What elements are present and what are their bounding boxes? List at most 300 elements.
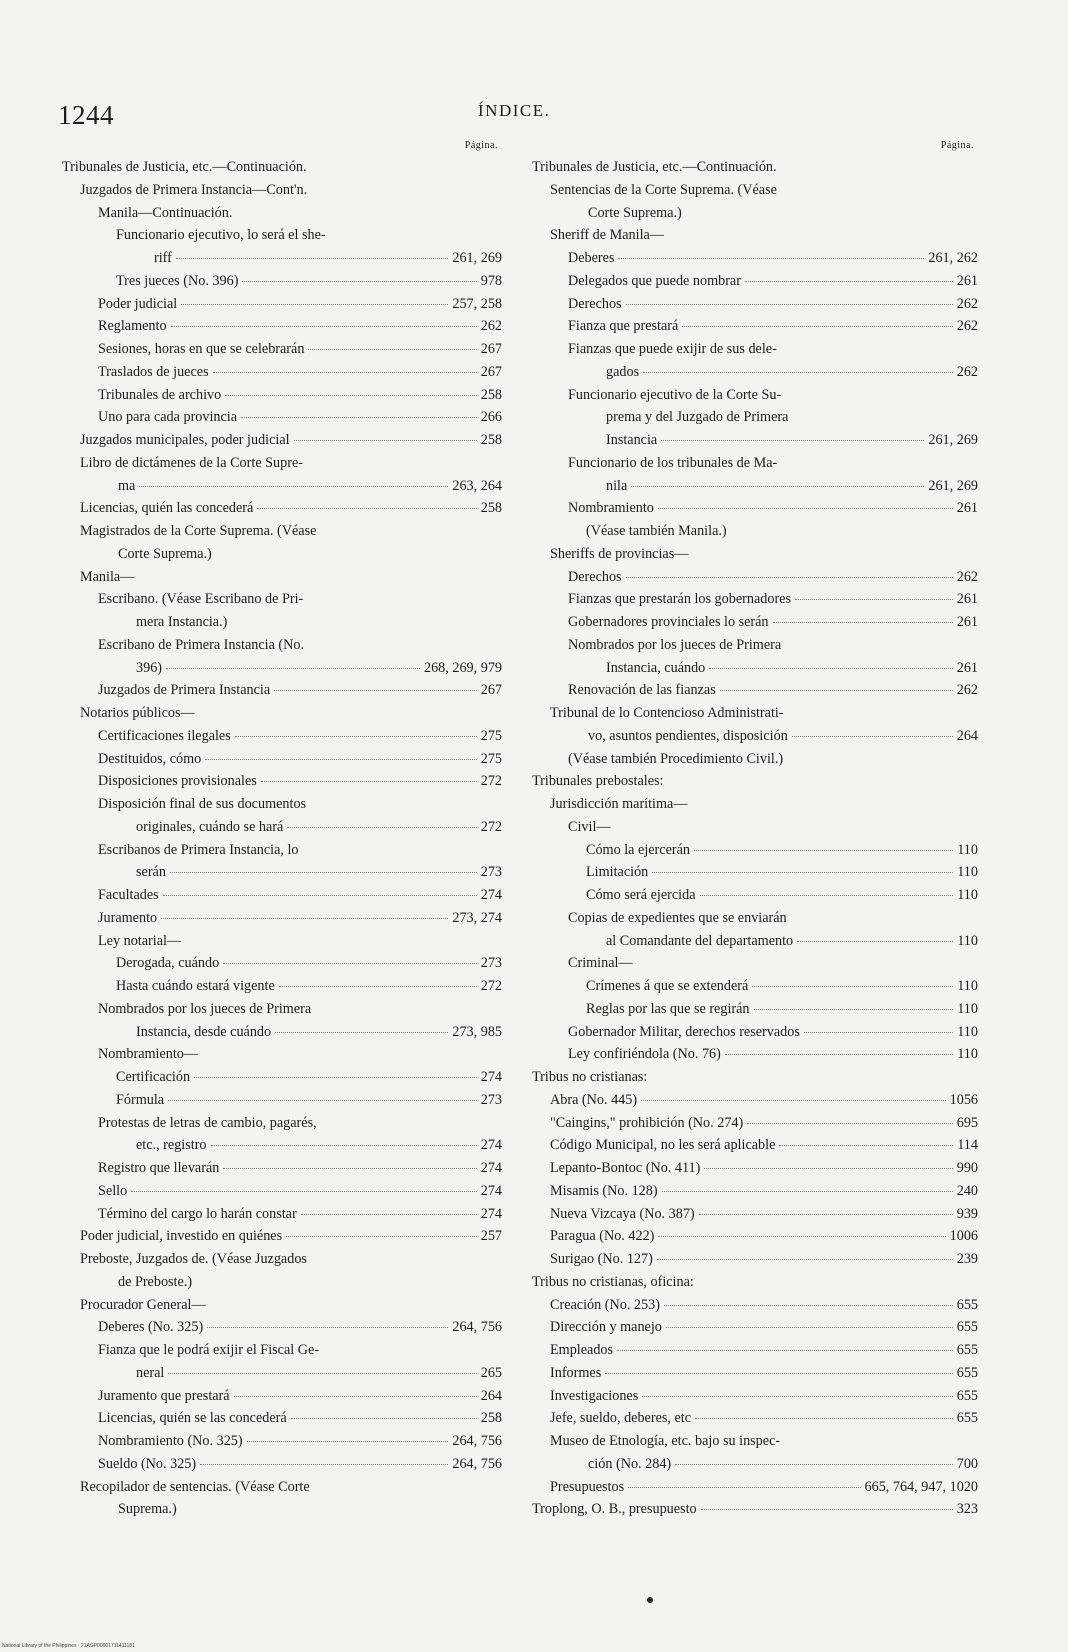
entry-text: Manila—Continuación. (98, 204, 233, 221)
dot-leader (675, 1464, 953, 1465)
entry-text: Tribunales prebostales: (532, 773, 664, 790)
page-refs: 274 (480, 887, 502, 903)
page-refs: 262 (956, 295, 978, 312)
index-entry (532, 224, 978, 247)
dot-leader (682, 326, 952, 327)
index-entry (532, 793, 978, 816)
entry-text: al Comandante del departamento (606, 932, 794, 949)
index-entry (532, 1498, 978, 1521)
dot-leader (626, 577, 953, 578)
entry-text: Fórmula (116, 1091, 165, 1108)
index-entry (62, 930, 502, 953)
index-entry (62, 452, 502, 498)
index-entry (532, 1021, 978, 1044)
entry-text: Preboste, Juzgados de. (Véase Juzgados (80, 1251, 307, 1267)
dot-leader (641, 1100, 946, 1101)
dot-leader (664, 1305, 953, 1306)
ink-dot (647, 1597, 653, 1603)
entry-text: ción (No. 284) (588, 1455, 672, 1472)
dot-leader (631, 486, 924, 487)
page-refs: 261, 269 (452, 250, 502, 266)
entry-text: Cómo será ejercida (586, 887, 696, 903)
page-refs: 268, 269, 979 (423, 659, 502, 676)
index-entry (532, 839, 978, 862)
entry-text: Abra (No. 445) (550, 1091, 638, 1108)
entry-text: prema y del Juzgado de Primera (606, 409, 789, 426)
entry-text: Paragua (No. 422) (550, 1228, 655, 1245)
index-entry (62, 1294, 502, 1317)
index-entry (532, 1362, 978, 1385)
dot-leader (168, 1100, 477, 1101)
index-entry (532, 1225, 978, 1248)
entry-text: Fianza que le podrá exijir el Fiscal Ge- (98, 1342, 320, 1358)
entry-text: Reglamento (98, 318, 167, 335)
dot-leader (642, 1396, 952, 1397)
index-entry (62, 1203, 502, 1226)
index-entry (532, 702, 978, 748)
page-refs: 114 (957, 1137, 978, 1154)
entry-text: Cómo la ejercerán (586, 841, 690, 858)
index-entry (62, 793, 502, 839)
dot-leader (223, 1168, 476, 1169)
index-entry (62, 202, 502, 225)
page-refs: 655 (956, 1296, 978, 1313)
index-entry (532, 952, 978, 975)
page-refs: 261 (956, 614, 978, 630)
page-refs: 258 (480, 1410, 502, 1427)
page-refs: 263, 264 (452, 477, 502, 494)
dot-leader (695, 1418, 953, 1419)
entry-text: Suprema.) (118, 1501, 177, 1518)
entry-text: Magistrados de la Corte Suprema. (Véase (80, 523, 317, 539)
index-entry (62, 361, 502, 384)
dot-leader (745, 281, 953, 282)
index-entry (62, 975, 502, 998)
page-refs: 264, 756 (452, 1319, 502, 1336)
dot-leader (752, 986, 953, 987)
entry-text: Copias de expedientes que se enviarán (568, 909, 787, 926)
page-refs: 273, 274 (452, 909, 502, 926)
page-refs: 110 (957, 932, 978, 949)
page-refs: 274 (480, 1160, 502, 1176)
dot-leader (628, 1487, 860, 1488)
page-refs: 258 (480, 432, 502, 448)
entry-text: neral (136, 1364, 165, 1381)
index-entry (62, 1453, 502, 1476)
index-entry (532, 156, 978, 179)
page-refs: 261 (956, 500, 978, 517)
index-entry (532, 907, 978, 953)
dot-leader (194, 1077, 477, 1078)
entry-text: Ley notarial— (98, 932, 182, 949)
dot-leader (301, 1214, 477, 1215)
index-entry (532, 315, 978, 338)
dot-leader (666, 1327, 953, 1328)
index-entry (62, 679, 502, 702)
index-entry (62, 1316, 502, 1339)
entry-text: Sueldo (No. 325) (98, 1455, 197, 1472)
index-entry (62, 1339, 502, 1385)
index-entry (532, 270, 978, 293)
page-refs: 262 (956, 318, 978, 335)
index-entry (62, 338, 502, 361)
entry-text: Protestas de letras de cambio, pagarés, (98, 1114, 317, 1131)
entry-text: Juzgados de Primera Instancia—Cont'n. (80, 181, 308, 198)
page-refs: 264 (956, 727, 978, 744)
page-refs: 265 (480, 1364, 502, 1381)
index-entry (532, 748, 978, 771)
index-entry (62, 566, 502, 589)
page-refs: 110 (957, 1000, 978, 1017)
index-entry (532, 384, 978, 452)
dot-leader (617, 1350, 953, 1351)
entry-text: Sentencias de la Corte Suprema. (Véase (550, 181, 777, 198)
index-entry (532, 588, 978, 611)
page-refs: 655 (956, 1342, 978, 1358)
entry-text: 396) (136, 659, 163, 676)
page-refs: 655 (956, 1410, 978, 1427)
entry-text: Fianza que prestará (568, 318, 679, 335)
entry-text: Recopilador de sentencias. (Véase Corte (80, 1478, 310, 1495)
page-refs: 261, 269 (928, 477, 978, 494)
entry-text: de Preboste.) (118, 1273, 193, 1290)
entry-text: Misamis (No. 128) (550, 1182, 658, 1199)
index-entry (62, 1066, 502, 1089)
entry-text: Corte Suprema.) (118, 545, 212, 562)
index-entry (62, 702, 502, 725)
entry-text: gados (606, 363, 640, 380)
page-refs: 264 (480, 1387, 502, 1404)
entry-text: mera Instancia.) (136, 614, 228, 630)
dot-leader (662, 1191, 953, 1192)
index-entry (62, 179, 502, 202)
dot-leader (176, 258, 448, 259)
entry-text: ma (118, 477, 136, 494)
index-entry (532, 293, 978, 316)
index-entry (62, 520, 502, 566)
entry-text: Gobernador Militar, derechos reservados (568, 1023, 800, 1040)
entry-text: Juzgados de Primera Instancia (98, 682, 271, 699)
dot-leader (274, 690, 477, 691)
entry-text: vo, asuntos pendientes, disposición (588, 727, 788, 744)
left-entries (62, 156, 502, 1521)
entry-text: Tribunales de Justicia, etc.—Continuación. (532, 159, 777, 175)
entry-text: Tribus no cristianas, oficina: (532, 1273, 694, 1290)
index-entry (62, 270, 502, 293)
page-number: 1244 (58, 100, 114, 130)
index-entry (532, 247, 978, 270)
page-refs: 262 (480, 318, 502, 335)
entry-text: Licencias, quién las concederá (80, 500, 254, 517)
page-refs: 695 (956, 1114, 978, 1131)
entry-text: Destituidos, cómo (98, 750, 202, 767)
entry-text: Tribunales de archivo (98, 386, 222, 403)
index-entry (532, 1407, 978, 1430)
entry-text: Uno para cada provincia (98, 409, 238, 426)
index-entry (62, 634, 502, 680)
page-refs: 257 (480, 1228, 502, 1245)
running-head: ÍNDICE. (478, 101, 551, 120)
entry-text: Reglas por las que se regirán (586, 1000, 750, 1017)
dot-leader (701, 1509, 953, 1510)
dot-leader (223, 963, 477, 964)
index-entry (62, 770, 502, 793)
page-refs: 110 (957, 887, 978, 903)
dot-leader (211, 1145, 477, 1146)
index-entry (62, 1407, 502, 1430)
page-refs: 261 (956, 659, 978, 676)
dot-leader (779, 1145, 953, 1146)
footer-credit: National Library of the Philippines · 21AGP00001711411181 (2, 1643, 135, 1649)
dot-leader (699, 1214, 953, 1215)
dot-leader (294, 440, 477, 441)
index-entry (62, 384, 502, 407)
index-entry (532, 1294, 978, 1317)
entry-text: Sheriff de Manila— (550, 227, 664, 244)
index-entry (62, 224, 502, 270)
dot-leader (213, 372, 477, 373)
entry-text: Tribunales de Justicia, etc.—Continuación. (62, 159, 307, 175)
index-entry (62, 952, 502, 975)
page-refs: 267 (480, 363, 502, 380)
entry-text: Troplong, O. B., presupuesto (532, 1501, 697, 1518)
page-refs: 655 (956, 1387, 978, 1404)
dot-leader (200, 1464, 448, 1465)
index-entry (62, 1225, 502, 1248)
index-entry (532, 1043, 978, 1066)
entry-text: Tribus no cristianas: (532, 1069, 648, 1085)
entry-text: Hasta cuándo estará vigente (116, 978, 275, 994)
index-entry (532, 543, 978, 566)
index-entry (62, 1476, 502, 1522)
dot-leader (247, 1441, 449, 1442)
entry-text: Sesiones, horas en que se celebrarán (98, 341, 305, 357)
dot-leader (168, 1373, 476, 1374)
entry-text: Nombrados por los jueces de Primera (568, 636, 782, 653)
entry-text: Informes (550, 1364, 602, 1381)
entry-text: Deberes (568, 250, 615, 266)
index-entry (532, 770, 978, 793)
dot-leader (704, 1168, 952, 1169)
entry-text: Licencias, quién se las concederá (98, 1410, 287, 1427)
index-entry (532, 1157, 978, 1180)
entry-text: Término del cargo lo harán constar (98, 1205, 297, 1222)
page-refs: 273 (480, 1091, 502, 1108)
index-entry (532, 338, 978, 384)
index-entry (62, 725, 502, 748)
entry-text: Jurisdicción marítima— (550, 796, 688, 812)
entry-text: Derechos (568, 295, 622, 312)
dot-leader (261, 781, 477, 782)
dot-leader (725, 1054, 953, 1055)
entry-text: Corte Suprema.) (588, 204, 682, 221)
entry-text: originales, cuándo se hará (136, 818, 284, 835)
index-entry (532, 816, 978, 839)
entry-text: Certificación (116, 1069, 191, 1085)
index-entry (62, 588, 502, 634)
entry-text: Ley confiriéndola (No. 76) (568, 1046, 721, 1063)
dot-leader (652, 872, 953, 873)
dot-leader (163, 895, 477, 896)
entry-text: Escribano de Primera Instancia (No. (98, 636, 305, 653)
entry-text: Renovación de las fianzas (568, 682, 716, 699)
page-refs: 1056 (949, 1091, 978, 1108)
dot-leader (658, 1236, 945, 1237)
dot-leader (804, 1032, 953, 1033)
index-entry (532, 1476, 978, 1499)
entry-text: serán (136, 864, 166, 881)
index-entry (532, 1248, 978, 1271)
entry-text: Crímenes á que se extenderá (586, 978, 749, 994)
entry-text: Sello (98, 1182, 128, 1199)
entry-text: Fianzas que puede exijir de sus dele- (568, 341, 777, 357)
dot-leader (234, 1396, 477, 1397)
index-entry (532, 634, 978, 680)
dot-leader (657, 1259, 953, 1260)
page-refs: 274 (480, 1182, 502, 1199)
dot-leader (643, 372, 953, 373)
page-refs: 110 (957, 864, 978, 881)
dot-leader (661, 440, 924, 441)
entry-text: Juramento (98, 909, 158, 926)
page-refs: 267 (480, 682, 502, 699)
entry-text: Derechos (568, 568, 622, 585)
page-refs: 990 (956, 1160, 978, 1176)
entry-text: Registro que llevarán (98, 1160, 220, 1176)
dot-leader (171, 326, 477, 327)
entry-text: Museo de Etnología, etc. bajo su inspec- (550, 1433, 781, 1449)
entry-text: Funcionario ejecutivo, lo será el she- (116, 227, 326, 244)
index-entry (532, 1430, 978, 1476)
entry-text: Instancia, desde cuándo (136, 1023, 272, 1040)
entry-text: Poder judicial (98, 295, 178, 312)
entry-text: Creación (No. 253) (550, 1296, 660, 1313)
dot-leader (181, 304, 448, 305)
page-refs: 261 (956, 591, 978, 608)
entry-text: Nombramiento (568, 500, 654, 517)
index-entry (62, 998, 502, 1044)
index-entry (532, 1203, 978, 1226)
page-refs: 272 (480, 818, 502, 835)
entry-text: Instancia, cuándo (606, 659, 706, 676)
page-refs: 267 (480, 341, 502, 357)
page-refs: 273 (480, 864, 502, 881)
page-refs: 323 (956, 1501, 978, 1518)
dot-leader (773, 622, 953, 623)
dot-leader (754, 1009, 954, 1010)
entry-text: "Caingins," prohibición (No. 274) (550, 1114, 744, 1131)
dot-leader (235, 736, 477, 737)
entry-text: Criminal— (568, 955, 633, 972)
dot-leader (257, 508, 476, 509)
dot-leader (291, 1418, 477, 1419)
page-refs: 275 (480, 750, 502, 767)
index-entry (532, 497, 978, 520)
page-refs: 655 (956, 1364, 978, 1381)
index-entry (62, 1112, 502, 1158)
dot-leader (279, 986, 477, 987)
page-refs: 110 (957, 841, 978, 858)
index-entry (532, 1134, 978, 1157)
page-refs: 274 (480, 1205, 502, 1222)
entry-text: Derogada, cuándo (116, 955, 220, 972)
index-entry (62, 1430, 502, 1453)
dot-leader (161, 918, 448, 919)
index-entry (62, 884, 502, 907)
entry-text: Disposición final de sus documentos (98, 796, 307, 812)
index-entry (532, 998, 978, 1021)
entry-text: Tres jueces (No. 396) (116, 272, 239, 289)
index-entry (532, 611, 978, 634)
dot-leader (792, 736, 953, 737)
page-refs: 655 (956, 1319, 978, 1336)
entry-text: Poder judicial, investido en quiénes (80, 1228, 283, 1245)
dot-leader (308, 349, 476, 350)
index-entry (532, 1180, 978, 1203)
entry-text: Dirección y manejo (550, 1319, 662, 1336)
entry-text: (Véase también Manila.) (586, 523, 727, 539)
page-refs: 266 (480, 409, 502, 426)
entry-text: Civil— (568, 818, 611, 835)
page-refs: 264, 756 (452, 1455, 502, 1472)
index-entry (62, 748, 502, 771)
index-entry (532, 179, 978, 225)
entry-text: Traslados de jueces (98, 363, 209, 380)
index-column-right (532, 140, 978, 1521)
entry-text: (Véase también Procedimiento Civil.) (568, 750, 784, 767)
entry-text: Empleados (550, 1342, 614, 1358)
index-entry (62, 1180, 502, 1203)
index-entry (532, 1066, 978, 1089)
entry-text: Surigao (No. 127) (550, 1251, 653, 1267)
index-column-left (62, 140, 502, 1521)
page-refs: 257, 258 (452, 295, 502, 312)
right-entries (532, 156, 978, 1521)
entry-text: Escribano. (Véase Escribano de Pri- (98, 591, 304, 608)
dot-leader (166, 668, 420, 669)
entry-text: Escribanos de Primera Instancia, lo (98, 841, 299, 858)
index-entry (532, 520, 978, 543)
entry-text: Investigaciones (550, 1387, 639, 1404)
entry-text: Notarios públicos— (80, 705, 195, 721)
index-entry (62, 1043, 502, 1066)
page-refs: 110 (957, 978, 978, 994)
page-refs: 261, 269 (928, 432, 978, 448)
page-refs: 110 (957, 1046, 978, 1063)
entry-text: Código Municipal, no les será aplicable (550, 1137, 776, 1154)
index-entry (62, 406, 502, 429)
entry-text: Libro de dictámenes de la Corte Supre- (80, 454, 303, 471)
page-refs: 939 (956, 1205, 978, 1222)
entry-text: Facultades (98, 887, 159, 903)
page-refs: 262 (956, 363, 978, 380)
index-entry (532, 1089, 978, 1112)
page-refs: 262 (956, 568, 978, 585)
dot-leader (287, 827, 476, 828)
entry-text: Gobernadores provinciales lo serán (568, 614, 769, 630)
page-refs: 272 (480, 773, 502, 790)
index-entry (532, 1316, 978, 1339)
entry-text: Juzgados municipales, poder judicial (80, 432, 290, 448)
page-refs: 110 (957, 1023, 978, 1040)
entry-text: Tribunal de lo Contencioso Administrati- (550, 705, 784, 721)
column-header: Página. (464, 140, 498, 151)
page-refs: 261 (956, 272, 978, 289)
dot-leader (709, 668, 952, 669)
index-entry (62, 293, 502, 316)
index-entry (62, 1248, 502, 1294)
index-entry (532, 1271, 978, 1294)
